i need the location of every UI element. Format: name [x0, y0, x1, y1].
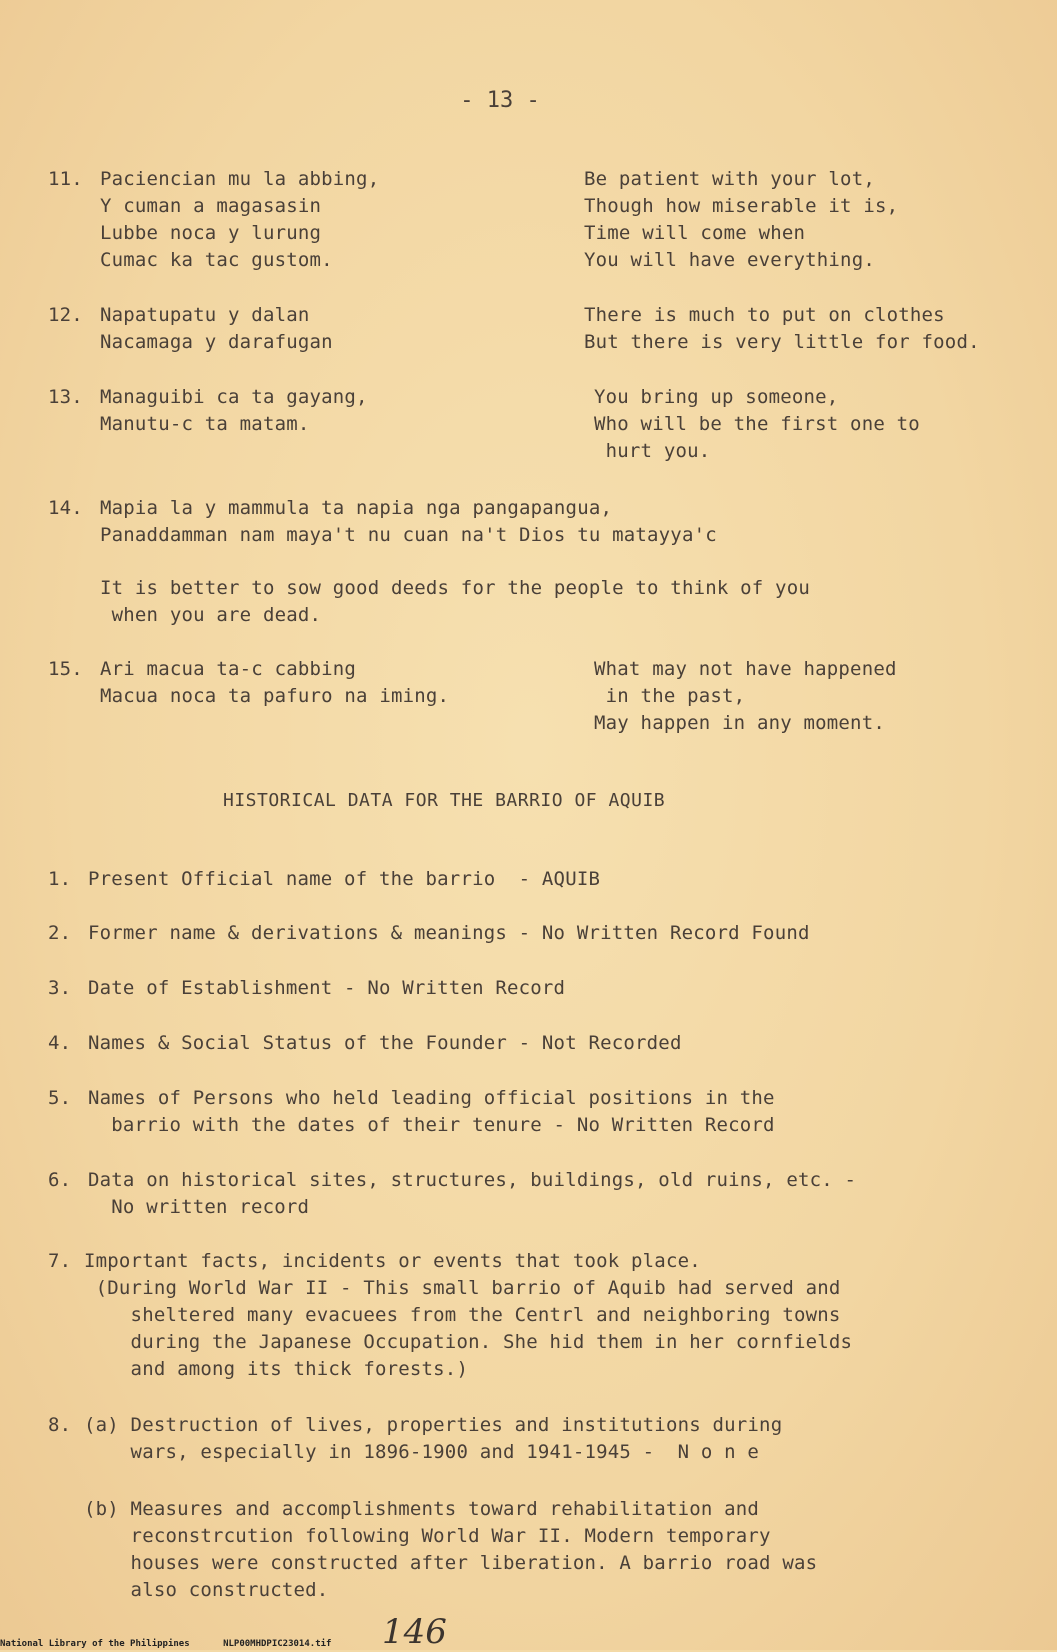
proverb-native-line: Lubbe noca y lurung [100, 222, 322, 244]
item-line: barrio with the dates of their tenure - No Written Record [88, 1114, 775, 1136]
proverb-number: 13. [48, 386, 83, 408]
scan-footer [0, 1638, 359, 1650]
proverb-native-line: Napatupatu y dalan [100, 304, 310, 326]
proverb-native-line: Mapia la y mammula ta napia nga pangapangua, [100, 497, 613, 519]
proverb-native-line: Cumac ka tac gustom. [100, 249, 333, 271]
item-line: Names of Persons who held leading official positions in the [88, 1087, 775, 1109]
item-line: reconstrcution following World War II. Modern temporary [84, 1525, 771, 1547]
item-number: 2. [48, 922, 72, 944]
proverb-english-line: But there is very little for food. [584, 331, 980, 353]
section-heading: HISTORICAL DATA FOR THE BARRIO OF AQUIB [223, 790, 666, 811]
proverb-english-line: It is better to sow good deeds for the people to think of you [100, 577, 810, 599]
proverb-english-line: You will have everything. [584, 249, 875, 271]
proverb-native-line: Ari macua ta-c cabbing [100, 658, 357, 680]
proverb-english-line: in the past, [594, 685, 746, 707]
item-line: Important facts, incidents or events that took place. [84, 1250, 701, 1272]
item-line: during the Japanese Occupation. She hid them in her cornfields [84, 1331, 853, 1353]
item-line: (a) Destruction of lives, properties and institutions during [84, 1414, 783, 1436]
proverb-native-line: Manutu-c ta matam. [100, 413, 310, 435]
handwritten-page-number: 146 [382, 1612, 447, 1652]
proverb-english-line: Though how miserable it is, [584, 195, 899, 217]
item-line: Present Official name of the barrio - AQUIB [88, 868, 601, 890]
item-number: 5. [48, 1087, 72, 1109]
proverb-english-line: hurt you. [594, 440, 711, 462]
proverb-english-line: Who will be the first one to [594, 413, 920, 435]
item-number: 3. [48, 977, 72, 999]
item-line: also constructed. [84, 1579, 329, 1601]
proverb-native-line: Paciencian mu la abbing, [100, 168, 380, 190]
proverb-native-line: Macua noca ta pafuro na iming. [100, 685, 450, 707]
item-number: 1. [48, 868, 72, 890]
proverb-english-line: Be patient with your lot, [584, 168, 875, 190]
proverb-english-line: There is much to put on clothes [584, 304, 945, 326]
proverb-english-line: Time will come when [584, 222, 806, 244]
item-number: 4. [48, 1032, 72, 1054]
item-line: Former name & derivations & meanings - No Written Record Found [88, 922, 810, 944]
proverb-native-line: Nacamaga y darafugan [100, 331, 333, 353]
proverb-english-line: You bring up someone, [594, 386, 839, 408]
page-number: - 13 - [460, 88, 540, 113]
proverb-number: 15. [48, 658, 83, 680]
item-line: Data on historical sites, structures, buildings, old ruins, etc. - [88, 1169, 857, 1191]
item-line: No written record [88, 1196, 310, 1218]
footer-library: National Library of the Philippines [0, 1639, 190, 1649]
item-line: Date of Establishment - No Written Record [88, 977, 566, 999]
proverb-english-line: What may not have happened [594, 658, 897, 680]
item-line: sheltered many evacuees from the Centrl and neighboring towns [84, 1304, 841, 1326]
proverb-number: 14. [48, 497, 83, 519]
proverb-native-line: Managuibi ca ta gayang, [100, 386, 368, 408]
item-line: Names & Social Status of the Founder - Not Recorded [88, 1032, 682, 1054]
proverb-number: 11. [48, 168, 83, 190]
proverb-english-line: when you are dead. [100, 604, 322, 626]
proverb-number: 12. [48, 304, 83, 326]
item-line: wars, especially in 1896-1900 and 1941-1945 - N o n e [84, 1441, 760, 1463]
item-line: houses were constructed after liberation. A barrio road was [84, 1552, 818, 1574]
item-line: (b) Measures and accomplishments toward rehabilitation and [84, 1498, 760, 1520]
item-number: 8. [48, 1414, 72, 1436]
footer-file: NLP00MHDPIC23014.tif [223, 1639, 332, 1649]
item-line: and among its thick forests.) [84, 1358, 469, 1380]
proverb-native-line: Panaddamman nam maya't nu cuan na't Dios tu matayya'c [100, 524, 717, 546]
item-number: 7. [48, 1250, 72, 1272]
proverb-english-line: May happen in any moment. [594, 712, 885, 734]
item-line: (During World War II - This small barrio of Aquib had served and [84, 1277, 841, 1299]
item-number: 6. [48, 1169, 72, 1191]
proverb-native-line: Y cuman a magasasin [100, 195, 322, 217]
